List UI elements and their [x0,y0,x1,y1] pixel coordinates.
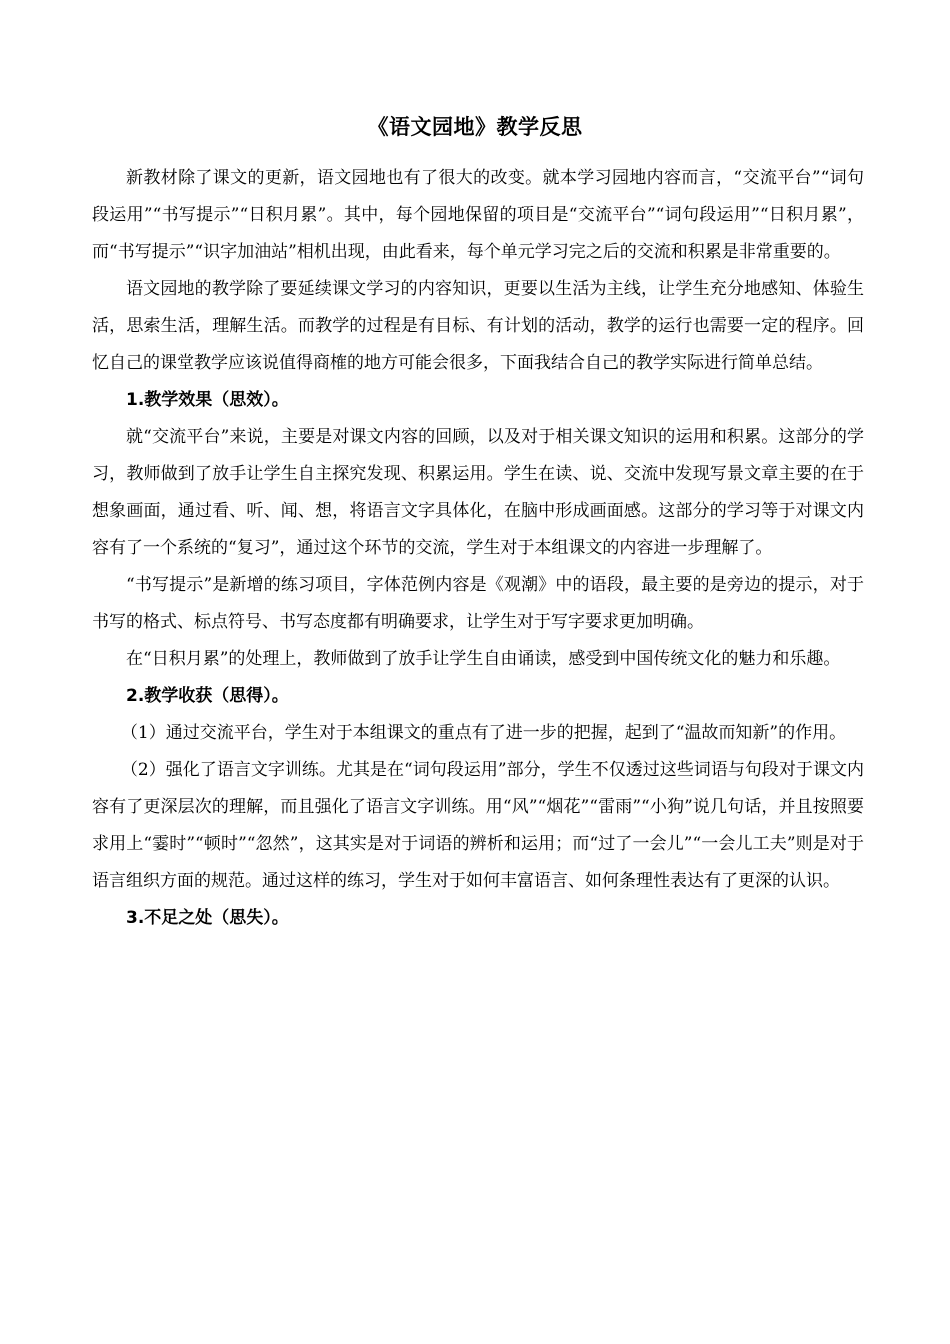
paragraph-writing-tips: “书写提示”是新增的练习项目，字体范例内容是《观潮》中的语段，最主要的是旁边的提示，对于书写的格式、标点符号、书写态度都有明确要求，让学生对于写字要求更加明确。 [92,575,864,632]
document-body [92,160,864,937]
paragraph-exchange-platform: 就“交流平台”来说，主要是对课文内容的回顾，以及对于相关课文知识的运用和积累。这部分的学习，教师做到了放手让学生自主探究发现、积累运用。学生在读、说、交流中发现写景文章主要的在于想象画面，通过看、听、闻、想，将语言文字具体化，在脑中形成画面感。这部分的学习等于对课文内容有了一个系统的“复习”，通过这个环节的交流，学生对于本组课文的内容进一步理解了。 [92,427,864,558]
paragraph-teaching-process: 语文园地的教学除了要延续课文学习的内容知识，更要以生活为主线，让学生充分地感知、体验生活，思索生活，理解生活。而教学的过程是有目标、有计划的活动，教学的运行也需要一定的程序。回忆自己的课堂教学应该说值得商榷的地方可能会很多，下面我结合自己的教学实际进行简单总结。 [92,279,864,373]
section-heading-gains: 2.教学收获（思得）。 [126,686,289,706]
section-heading-effect: 1.教学效果（思效）。 [126,390,289,410]
document-title: 《语文园地》教学反思 [367,115,583,139]
list-item-gain-2: （2）强化了语言文字训练。尤其是在“词句段运用”部分，学生不仅透过这些词语与句段对于课文内容有了更深层次的理解，而且强化了语言文字训练。用“风”“烟花”“雷雨”“小狗”说几句话，并且按照要求用上“霎时”“顿时”“忽然”，这其实是对于词语的辨析和运用；而“过了一会儿”“一会儿工夫”则是对于语言组织方面的规范。通过这样的练习，学生对于如何丰富语言、如何条理性表达有了更深的认识。 [92,760,864,891]
paragraph-intro: 新教材除了课文的更新，语文园地也有了很大的改变。就本学习园地内容而言，“交流平台”“词句段运用”“书写提示”“日积月累”。其中，每个园地保留的项目是“交流平台”“词句段运用”“日积月累”，而“书写提示”“识字加油站”相机出现，由此看来，每个单元学习完之后的交流和积累是非常重要的。 [92,168,864,262]
section-heading-shortcomings: 3.不足之处（思失）。 [126,908,289,928]
list-item-gain-1: （1）通过交流平台，学生对于本组课文的重点有了进一步的把握，起到了“温故而知新”的作用。 [120,723,847,743]
paragraph-daily-accumulation: 在“日积月累”的处理上，教师做到了放手让学生自由诵读，感受到中国传统文化的魅力和乐趣。 [126,649,841,669]
